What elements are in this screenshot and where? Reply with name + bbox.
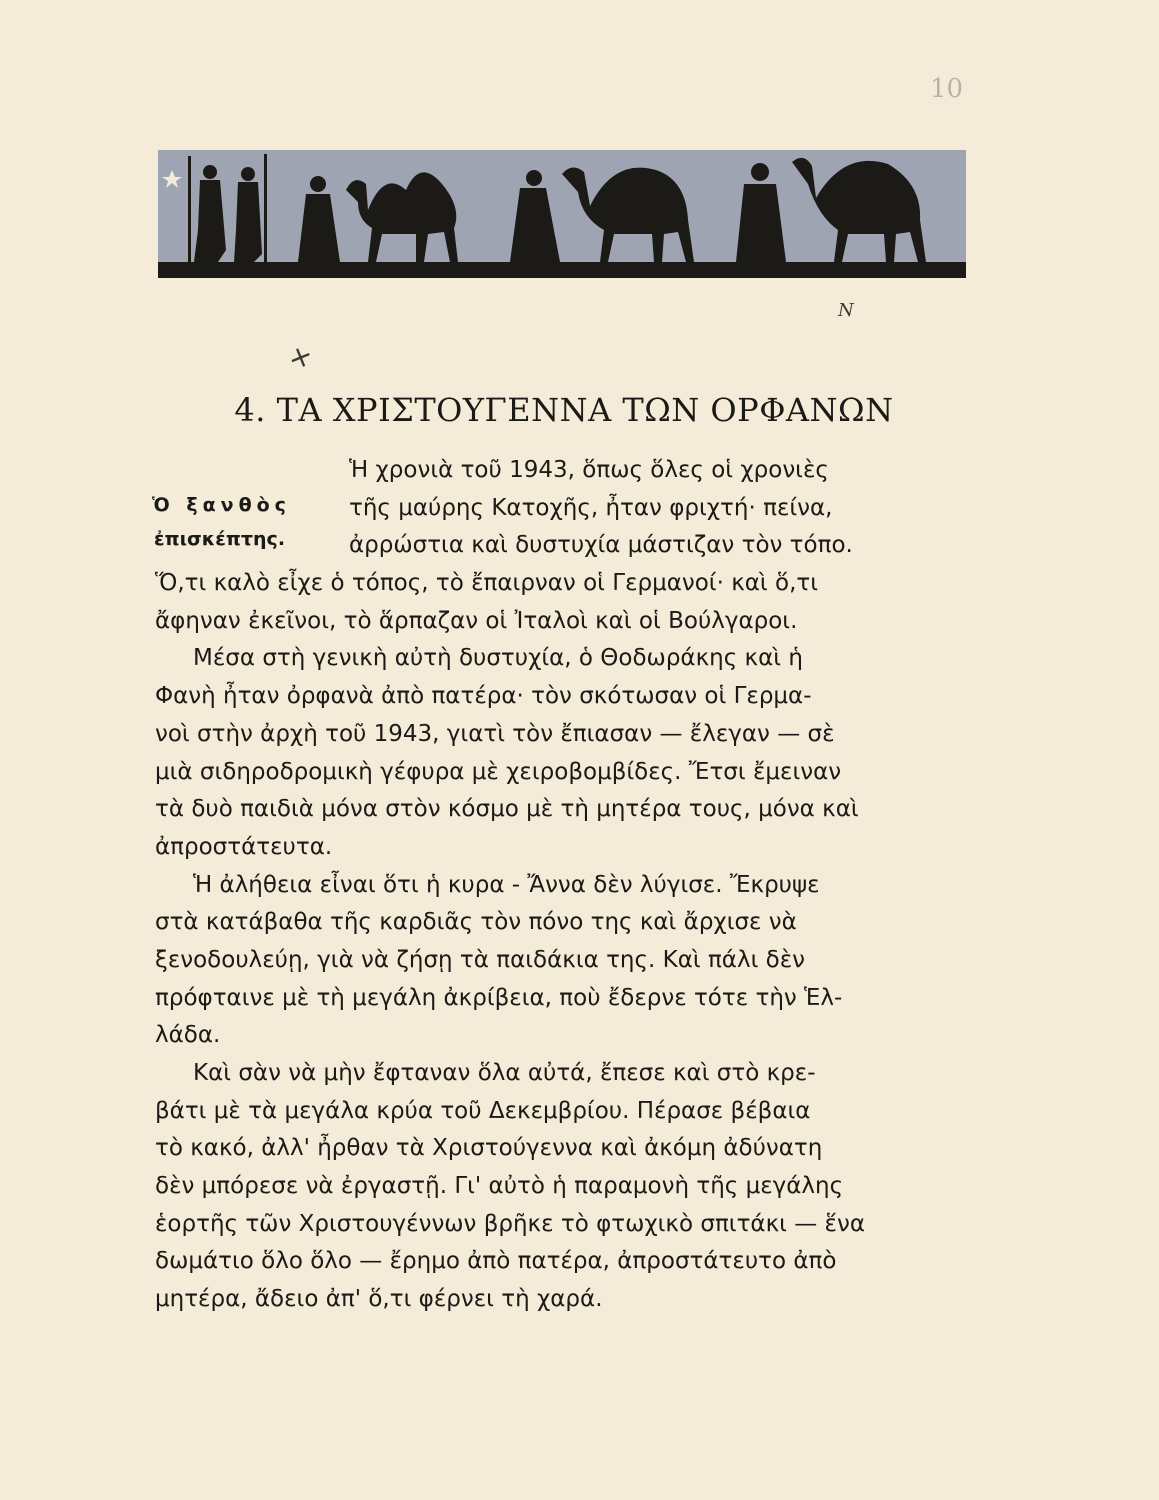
text-line: μητέρα, ἄδειο ἀπ' ὅ,τι φέρνει τὴ χαρά. bbox=[155, 1286, 603, 1313]
text-line: πρόφταινε μὲ τὴ μεγάλη ἀκρίβεια, ποὺ ἔδερνε τότε τὴν Ἑλ- bbox=[155, 984, 843, 1011]
side-note-line: Ὁ ξανθὸς bbox=[152, 494, 291, 516]
ground-strip bbox=[158, 262, 966, 278]
camel-figure bbox=[346, 172, 458, 262]
text-line: Ἡ ἀλήθεια εἶναι ὅτι ἡ κυρα - Ἄννα δὲν λύγισε. Ἔκρυψε bbox=[193, 871, 820, 898]
text-line: Ἡ χρονιὰ τοῦ 1943, ὅπως ὅλες οἱ χρονιὲς bbox=[349, 457, 829, 483]
text-line: ἀρρώστια καὶ δυστυχία μάστιζαν τὸν τόπο. bbox=[349, 532, 853, 559]
pencil-mark: + bbox=[282, 336, 319, 379]
side-note-line: ἐπισκέπτης. bbox=[154, 528, 286, 550]
text-line: Μέσα στὴ γενικὴ αὐτὴ δυστυχία, ὁ Θοδωράκης καὶ ἡ bbox=[193, 645, 803, 672]
text-line: ἑορτῆς τῶν Χριστουγέννων βρῆκε τὸ φτωχικὸ σπιτάκι — ἕνα bbox=[155, 1210, 865, 1237]
paragraph bbox=[155, 867, 967, 1055]
body-text bbox=[155, 452, 967, 1319]
text-line: ξενοδουλεύῃ, γιὰ νὰ ζήσῃ τὰ παιδάκια της. Καὶ πάλι δὲν bbox=[155, 946, 806, 973]
text-line: δὲν μπόρεσε νὰ ἐργαστῇ. Γι' αὐτὸ ἡ παραμονὴ τῆς μεγάλης bbox=[155, 1173, 844, 1200]
paragraph bbox=[155, 640, 967, 866]
paragraph bbox=[155, 1055, 967, 1319]
magus-figure bbox=[510, 170, 560, 262]
text-line: Φανὴ ἦταν ὀρφανὰ ἀπὸ πατέρα· τὸν σκότωσαν οἱ Γερμα- bbox=[155, 683, 812, 710]
magus-figure bbox=[298, 176, 340, 262]
text-line: στὰ κατάβαθα τῆς καρδιᾶς τὸν πόνο της καὶ ἄρχισε νὰ bbox=[155, 909, 797, 936]
text-line: μιὰ σιδηροδρομικὴ γέφυρα μὲ χειροβομβίδες. Ἔτσι ἔμειναν bbox=[155, 758, 842, 785]
camel-figure bbox=[792, 158, 926, 262]
pencil-note: Ν bbox=[838, 300, 854, 321]
text-line: βάτι μὲ τὰ μεγάλα κρύα τοῦ Δεκεμβρίου. Πέρασε βέβαια bbox=[155, 1097, 811, 1124]
procession-of-magi-with-camels-illustration bbox=[158, 150, 966, 278]
paragraph bbox=[155, 452, 967, 640]
text-line: δωμάτιο ὅλο ὅλο — ἔρημο ἀπὸ πατέρα, ἀπροστάτευτο ἀπὸ bbox=[155, 1248, 837, 1275]
text-line: Ὅ,τι καλὸ εἶχε ὁ τόπος, τὸ ἔπαιρναν οἱ Γερμανοί· καὶ ὅ,τι bbox=[155, 570, 819, 597]
text-line: τῆς μαύρης Κατοχῆς, ἦταν φριχτή· πείνα, bbox=[349, 494, 833, 521]
text-line: τὰ δυὸ παιδιὰ μόνα στὸν κόσμο μὲ τὴ μητέρα τους, μόνα καὶ bbox=[155, 796, 859, 823]
text-line: λάδα. bbox=[155, 1022, 221, 1049]
star-icon bbox=[162, 170, 182, 188]
header-banner bbox=[158, 150, 966, 278]
text-line: ἀπροστάτευτα. bbox=[155, 833, 333, 860]
magus-figure bbox=[736, 163, 786, 262]
text-line: τὸ κακό, ἀλλ' ἦρθαν τὰ Χριστούγεννα καὶ ἀκόμη ἀδύνατη bbox=[155, 1135, 823, 1162]
camel-figure bbox=[562, 167, 694, 262]
text-line: Καὶ σὰν νὰ μὴν ἔφταναν ὅλα αὐτά, ἔπεσε καὶ στὸ κρε- bbox=[193, 1060, 816, 1086]
page-number: 10 bbox=[930, 74, 964, 104]
shepherd-figures bbox=[188, 154, 267, 262]
chapter-title: 4. ΤΑ ΧΡΙΣΤΟΥΓΕΝΝΑ ΤΩΝ ΟΡΦΑΝΩΝ bbox=[234, 391, 894, 430]
text-line: ἄφηναν ἐκεῖνοι, τὸ ἅρπαζαν οἱ Ἰταλοὶ καὶ οἱ Βούλγαροι. bbox=[155, 607, 798, 634]
text-line: νοὶ στὴν ἀρχὴ τοῦ 1943, γιατὶ τὸν ἔπιασαν — ἔλεγαν — σὲ bbox=[155, 720, 835, 747]
